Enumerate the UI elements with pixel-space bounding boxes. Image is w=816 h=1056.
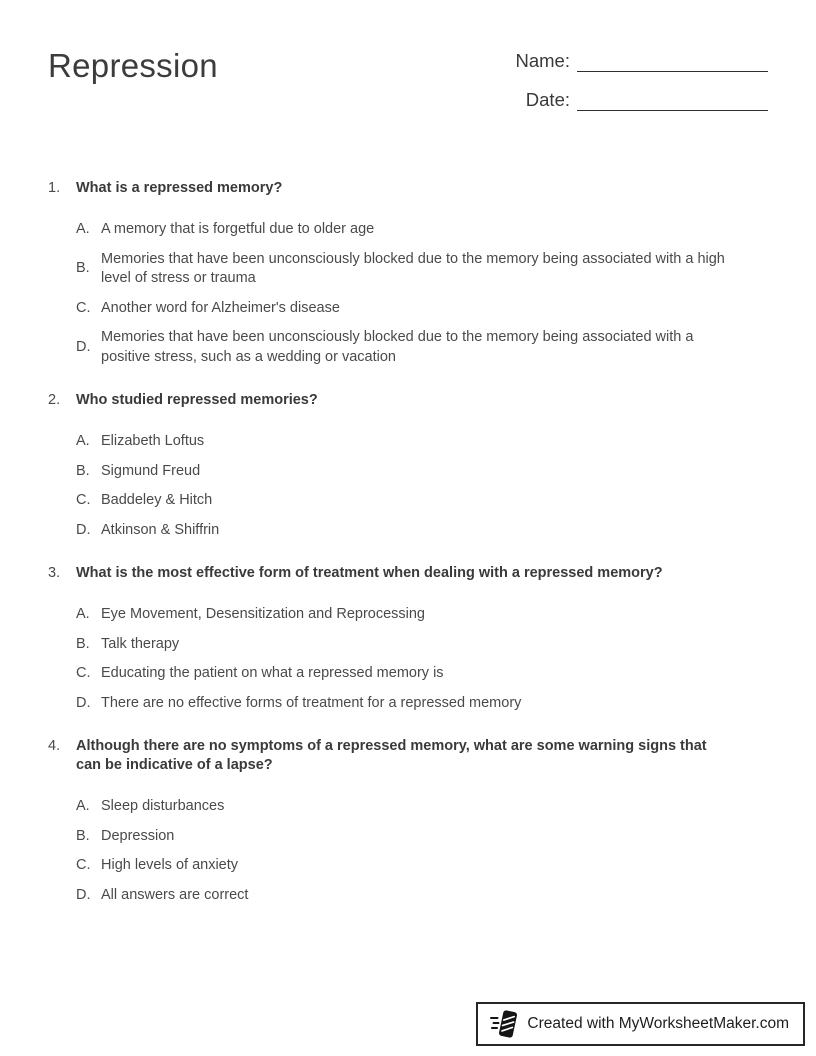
question-number: 4. bbox=[48, 738, 61, 754]
option-row bbox=[48, 250, 768, 289]
option-text: Depression bbox=[101, 827, 175, 844]
question-number: 3. bbox=[48, 565, 61, 581]
question-text: Who studied repressed memories? bbox=[76, 392, 318, 408]
question-list bbox=[0, 179, 816, 905]
option-row bbox=[48, 797, 768, 817]
option-text: Baddeley & Hitch bbox=[101, 492, 213, 508]
option-letter: D. bbox=[76, 521, 91, 538]
option-row bbox=[48, 491, 768, 511]
question-text: What is the most effective form of treatment when dealing with a repressed memory? bbox=[76, 565, 663, 581]
option-row bbox=[48, 328, 768, 367]
name-field-row bbox=[516, 49, 769, 72]
option-row bbox=[48, 886, 768, 906]
option-row bbox=[48, 827, 768, 847]
option-letter: A. bbox=[76, 221, 90, 237]
option-list bbox=[48, 797, 768, 905]
option-letter: B. bbox=[76, 260, 90, 277]
option-text: Sleep disturbances bbox=[101, 798, 225, 814]
option-letter: D. bbox=[76, 338, 91, 355]
option-text: Memories that have been unconsciously blocked due to the memory being associated with a positive stress, such as a wedding or vacation bbox=[101, 329, 694, 365]
question-heading bbox=[48, 179, 768, 198]
option-text: Talk therapy bbox=[101, 635, 180, 652]
option-row bbox=[48, 299, 768, 319]
option-letter: D. bbox=[76, 694, 91, 711]
question-heading bbox=[48, 737, 768, 775]
option-letter: C. bbox=[76, 492, 91, 508]
name-label: Name: bbox=[515, 50, 570, 71]
question bbox=[48, 391, 768, 540]
question bbox=[48, 564, 768, 713]
option-text: High levels of anxiety bbox=[101, 857, 239, 873]
worksheet-maker-logo-icon bbox=[490, 1008, 518, 1040]
page-title: Repression bbox=[48, 47, 218, 84]
date-field-row bbox=[516, 88, 769, 111]
option-row bbox=[48, 605, 768, 625]
question-heading bbox=[48, 564, 768, 583]
option-letter: D. bbox=[76, 886, 91, 903]
option-text: Educating the patient on what a repressed memory is bbox=[101, 665, 444, 681]
option-row bbox=[48, 856, 768, 876]
option-list bbox=[48, 220, 768, 367]
option-text: Elizabeth Loftus bbox=[101, 433, 205, 449]
option-text: Memories that have been unconsciously blocked due to the memory being associated with a high level of stress or trauma bbox=[101, 250, 725, 286]
option-letter: A. bbox=[76, 606, 90, 622]
option-list bbox=[48, 432, 768, 540]
option-text: Atkinson & Shiffrin bbox=[101, 521, 220, 538]
footer-badge-text: Created with MyWorksheetMaker.com bbox=[527, 1015, 789, 1032]
option-row bbox=[48, 220, 768, 240]
option-letter: C. bbox=[76, 857, 91, 873]
option-row bbox=[48, 462, 768, 482]
question bbox=[48, 179, 768, 367]
option-text: Another word for Alzheimer's disease bbox=[101, 299, 340, 316]
option-letter: A. bbox=[76, 798, 90, 814]
option-row bbox=[48, 521, 768, 541]
option-row bbox=[48, 635, 768, 655]
option-letter: C. bbox=[76, 665, 91, 681]
option-letter: B. bbox=[76, 827, 90, 844]
name-date-fields bbox=[516, 46, 769, 127]
worksheet-header bbox=[0, 0, 816, 127]
question-number: 2. bbox=[48, 392, 61, 408]
option-list bbox=[48, 605, 768, 713]
option-row bbox=[48, 694, 768, 714]
option-row bbox=[48, 664, 768, 684]
option-letter: B. bbox=[76, 462, 90, 479]
date-label: Date: bbox=[525, 89, 570, 110]
question-number: 1. bbox=[48, 180, 61, 196]
option-text: All answers are correct bbox=[101, 886, 249, 903]
option-row bbox=[48, 432, 768, 452]
name-input-line[interactable] bbox=[577, 49, 768, 72]
option-text: A memory that is forgetful due to older age bbox=[101, 221, 375, 237]
question-text: What is a repressed memory? bbox=[76, 180, 283, 196]
option-letter: B. bbox=[76, 635, 90, 652]
option-letter: A. bbox=[76, 433, 90, 449]
question-text: Although there are no symptoms of a repressed memory, what are some warning signs that can be indicative of a lapse? bbox=[76, 738, 707, 773]
option-text: There are no effective forms of treatment for a repressed memory bbox=[101, 694, 522, 711]
question bbox=[48, 737, 768, 905]
option-text: Eye Movement, Desensitization and Reprocessing bbox=[101, 606, 425, 622]
option-letter: C. bbox=[76, 299, 91, 316]
footer-badge bbox=[476, 1002, 805, 1046]
date-input-line[interactable] bbox=[577, 88, 768, 111]
option-text: Sigmund Freud bbox=[101, 462, 201, 479]
question-heading bbox=[48, 391, 768, 410]
